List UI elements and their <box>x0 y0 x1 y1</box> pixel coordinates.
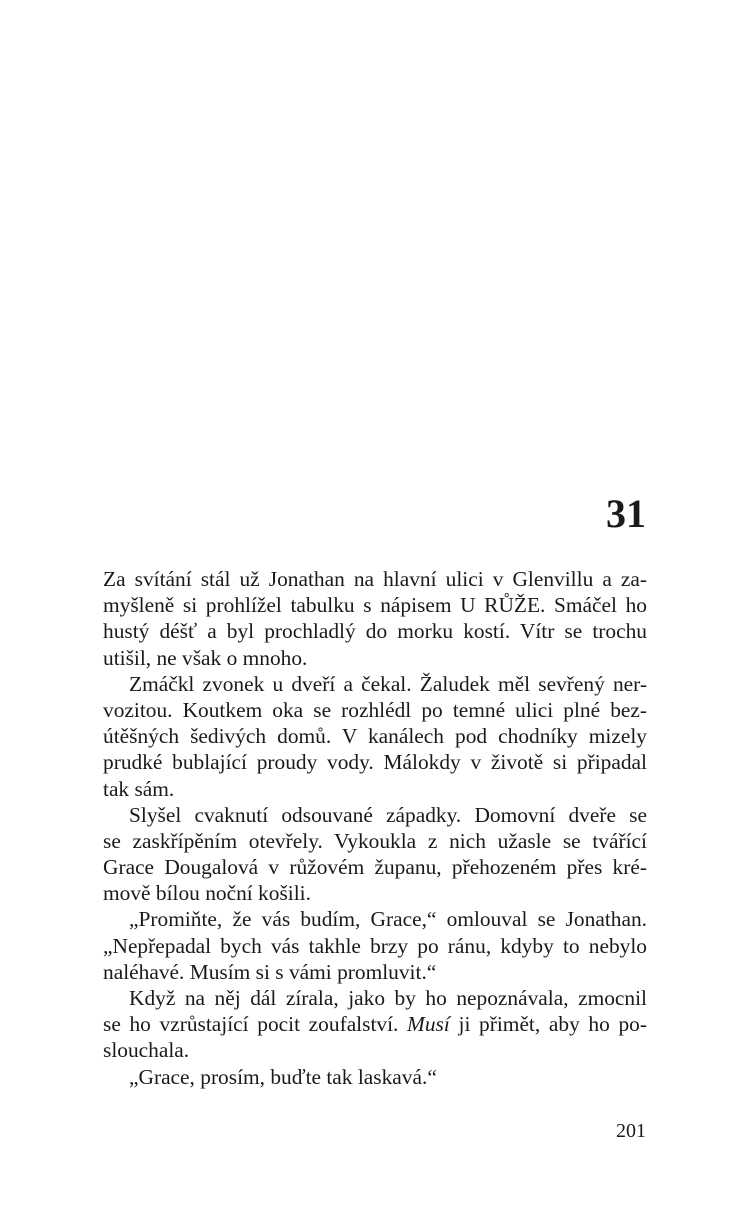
text-line: „Promiňte, že vás budím, Grace,“ omlouval se Jonathan. <box>129 907 647 932</box>
text-line: tak sám. <box>103 776 175 801</box>
text-line: útěšných šedivých domů. V kanálech pod chodníky mizely <box>103 724 647 749</box>
text-line: Za svítání stál už Jonathan na hlavní ulici v Glenvillu a za- <box>103 567 647 591</box>
text-line: „Nepřepadal bych vás takhle brzy po ránu, kdyby to nebylo <box>103 933 647 958</box>
text-segment: se ho vzrůstající pocit zoufalství. <box>103 1012 399 1037</box>
text-line: vozitou. Koutkem oka se rozhlédl po temné ulici plné bez- <box>103 697 647 722</box>
text-segment: ji přimět, aby ho po- <box>458 1012 647 1037</box>
text-line: Když na něj dál zírala, jako by ho nepoznávala, zmocnil <box>129 986 647 1010</box>
text-line: mově bílou noční košili. <box>103 881 311 906</box>
text-line: Slyšel cvaknutí odsouvané západky. Domovní dveře se <box>129 802 647 827</box>
text-line: „Grace, prosím, buďte tak laskavá.“ <box>129 1064 437 1089</box>
text-line: se zaskřípěním otevřely. Vykoukla z nich užasle se tvářící <box>103 828 647 853</box>
text-line: Zmáčkl zvonek u dveří a čekal. Žaludek měl sevřený ner- <box>129 671 647 696</box>
text-line: prudké bublající proudy vody. Málokdy v životě si připadal <box>103 750 647 775</box>
text-line: slouchala. <box>103 1038 190 1063</box>
chapter-number: 31 <box>606 491 646 536</box>
text-line: naléhavé. Musím si s vámi promluvit.“ <box>103 959 437 984</box>
emphasized-word: Musí <box>407 1012 450 1037</box>
text-line: myšleně si prohlížel tabulku s nápisem U RŮŽE. Smáčel ho <box>103 593 647 618</box>
text-line: utišil, ne však o mnoho. <box>103 645 308 670</box>
chapter-body <box>103 566 647 1090</box>
text-line: hustý déšť a byl prochladlý do morku kostí. Vítr se trochu <box>103 619 647 644</box>
page-number: 201 <box>616 1120 646 1142</box>
text-line: Grace Dougalová v růžovém županu, přehozeném přes kré- <box>103 855 647 880</box>
text-line-with-emphasis <box>103 1011 647 1037</box>
